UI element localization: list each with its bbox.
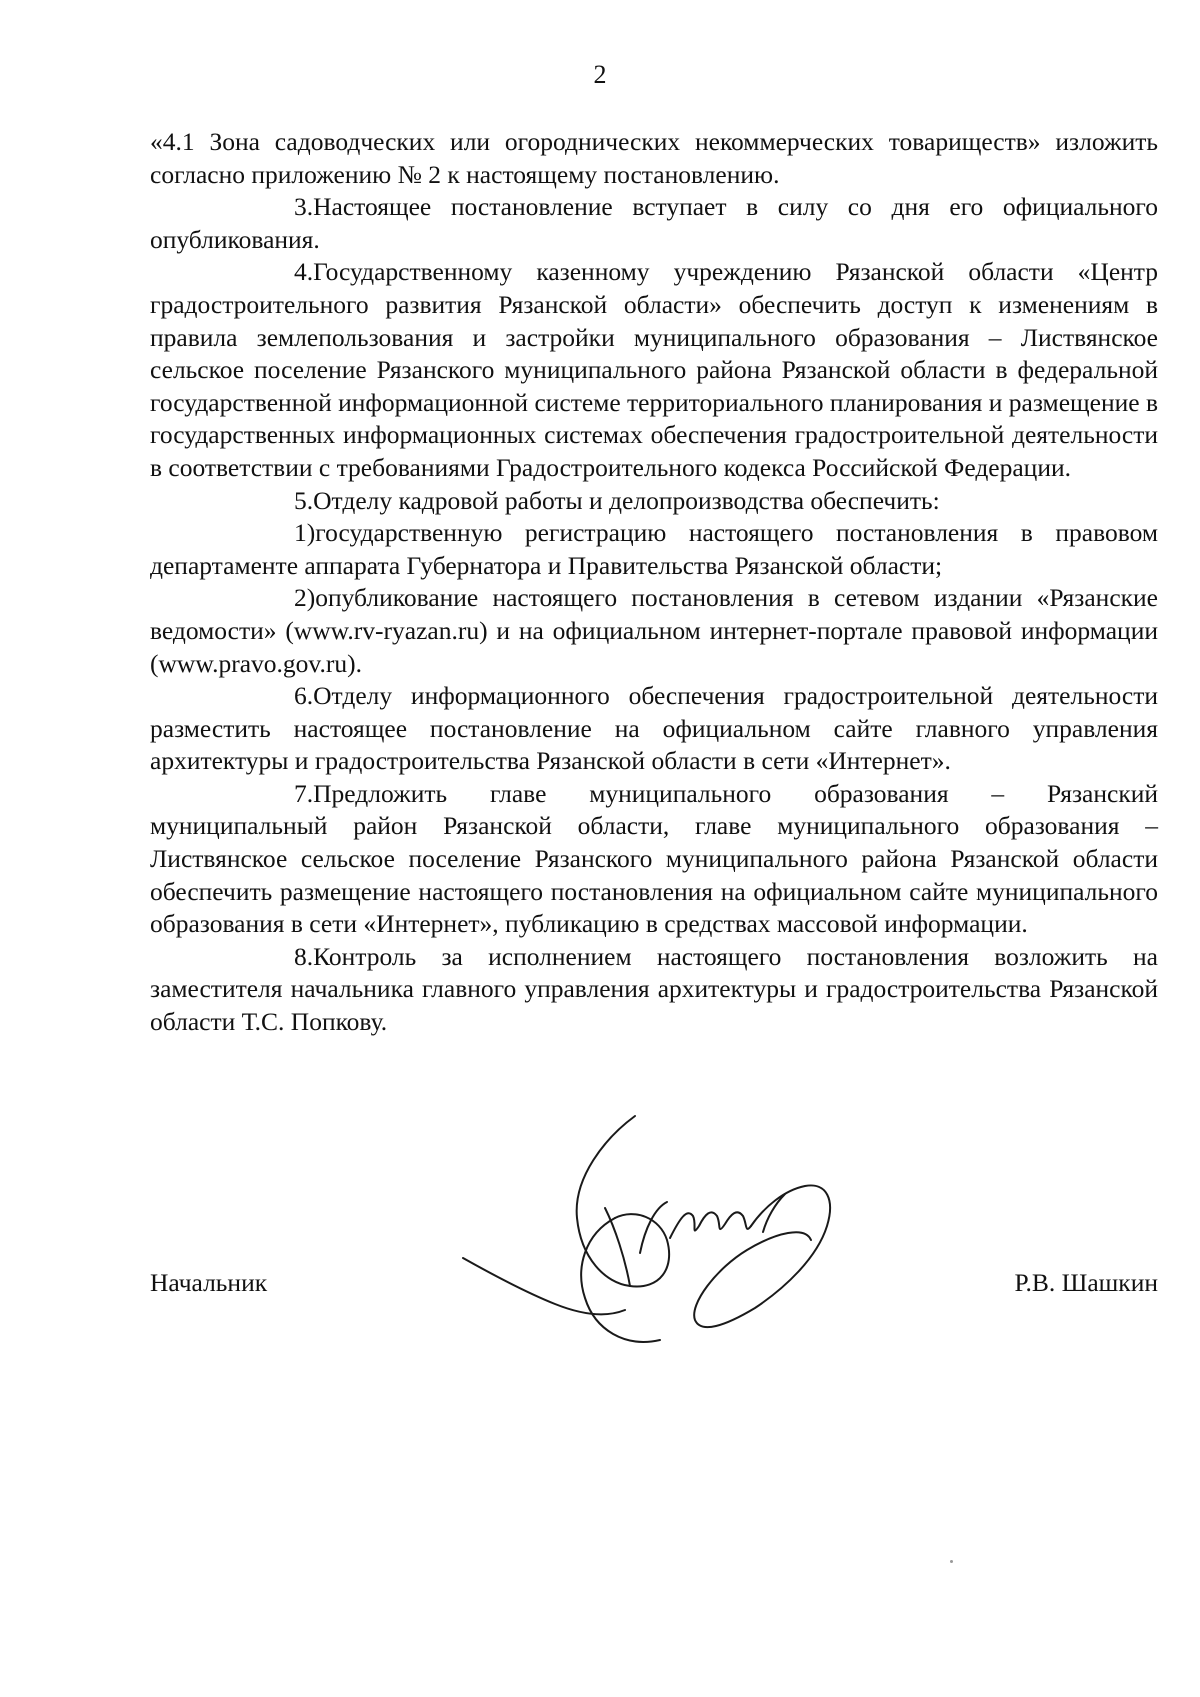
- handwritten-signature: [455, 1108, 895, 1378]
- paragraph-subitem-1: [150, 517, 1158, 582]
- paragraph-text: Предложить главе муниципального образования – Рязанский муниципальный район Рязанской области, главе муниципального образования – Листвянское сельское поселение Рязанского муниципального района Рязанской области обеспечить размещение настоящего постановления на официальном сайте муниципального образования в сети «Интернет», публикацию в средствах массовой информации.: [150, 778, 1158, 939]
- paragraph-number: 4.: [294, 257, 314, 287]
- paragraph-number: 8.: [294, 941, 314, 971]
- paragraph-text: Настоящее постановление вступает в силу со дня его официального опубликования.: [150, 192, 1158, 254]
- paragraph-item-3: [150, 191, 1158, 256]
- paragraph-number: 7.: [294, 778, 314, 808]
- paragraph-text: опубликование настоящего постановления в сетевом издании «Рязанские ведомости» (www.rv-ryazan.ru) и на официальном интернет-портале правовой информации (www.pravo.gov.ru).: [150, 583, 1158, 678]
- paragraph-item-6: [150, 680, 1158, 778]
- paragraph-item-8: [150, 941, 1158, 1039]
- signatory-title: Начальник: [150, 1268, 268, 1297]
- paragraph-text: Отделу информационного обеспечения градостроительной деятельности разместить настоящее постановление на официальном сайте главного управления архитектуры и градостроительства Рязанской области в сети «Интернет».: [150, 681, 1158, 776]
- scan-speck: [950, 1560, 953, 1563]
- paragraph-number: 3.: [294, 192, 314, 222]
- paragraph-number: 1): [294, 518, 316, 548]
- page-number: 2: [593, 60, 607, 89]
- paragraph-subitem-2: [150, 582, 1158, 680]
- paragraph-item-5: [150, 485, 1158, 518]
- paragraph-item-7: [150, 778, 1158, 941]
- paragraph-text: Контроль за исполнением настоящего постановления возложить на заместителя начальника главного управления архитектуры и градостроительства Рязанской области Т.С. Попкову.: [150, 941, 1158, 1037]
- signatory-name: Р.В. Шашкин: [1014, 1268, 1158, 1297]
- paragraph-text: государственную регистрацию настоящего постановления в правовом департаменте аппарата Губернатора и Правительства Рязанской области;: [150, 518, 1158, 580]
- paragraph-text: Государственному казенному учреждению Рязанской области «Центр градостроительного развития Рязанской области» обеспечить доступ к изменениям в правила землепользования и застройки муниципального образования – Листвянское сельское поселение Рязанского муниципального района Рязанской области в федеральной государственной информационной системе территориального планирования и размещение в государственных информационных системах обеспечения градостроительной деятельности в соответствии с требованиями Градостроительного кодекса Российской Федерации.: [150, 257, 1158, 482]
- paragraph-text: Отделу кадровой работы и делопроизводства обеспечить:: [313, 485, 940, 515]
- paragraph-continuation: [150, 126, 1158, 191]
- paragraph-number: 5.: [294, 485, 314, 515]
- paragraph-text: «4.1 Зона садоводческих или огороднических некоммерческих товариществ» изложить согласно приложению № 2 к настоящему постановлению.: [150, 127, 1158, 189]
- paragraph-item-4: [150, 256, 1158, 484]
- document-body: [150, 126, 1158, 1039]
- paragraph-number: 6.: [294, 681, 314, 711]
- paragraph-number: 2): [294, 583, 316, 613]
